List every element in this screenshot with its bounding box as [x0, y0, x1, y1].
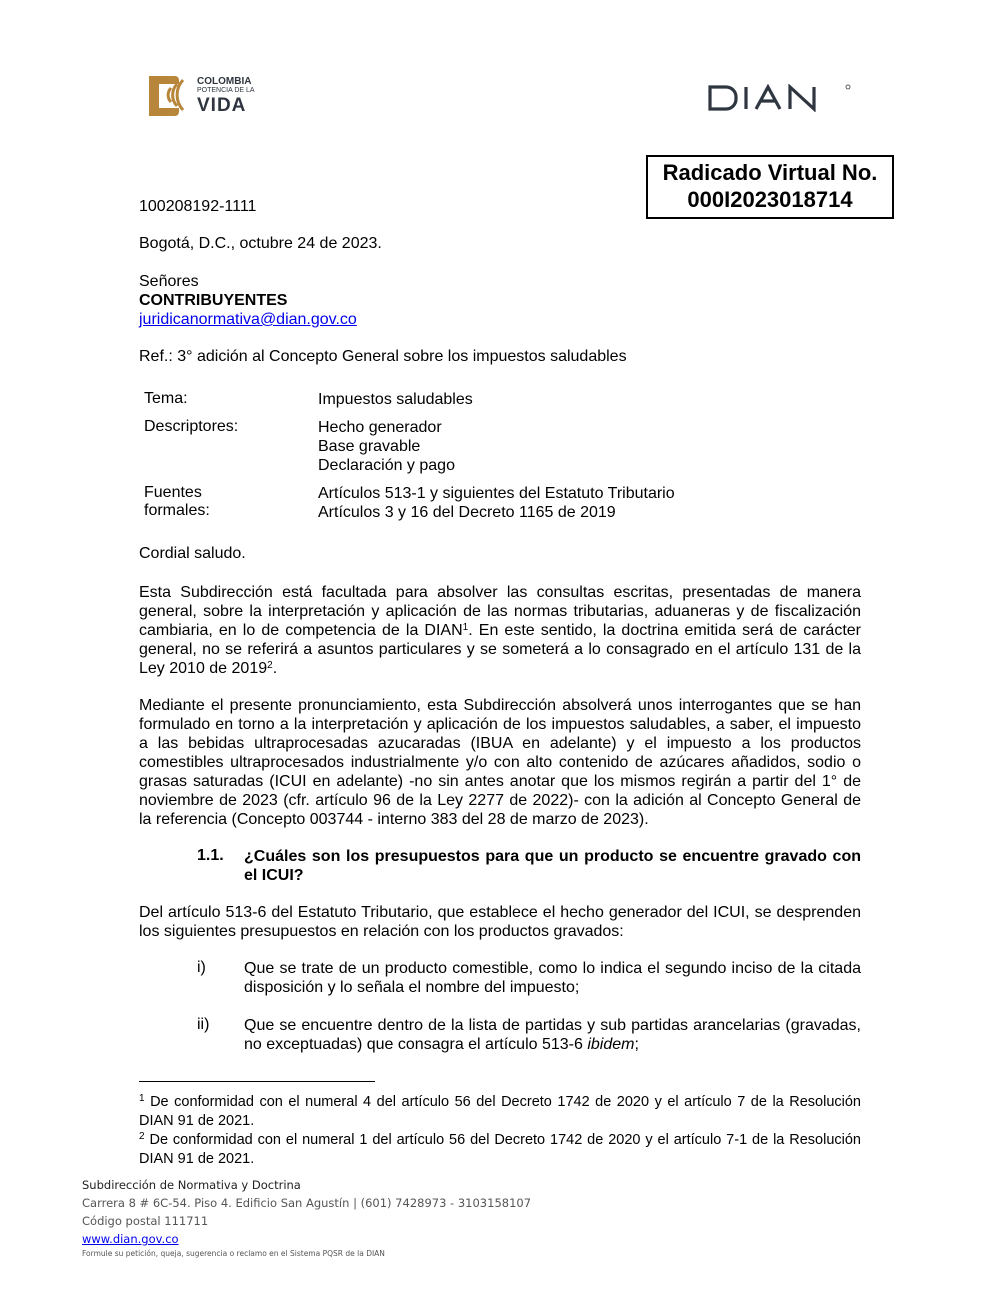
footnote-2: [139, 1131, 861, 1169]
footnote-2-number: 2: [139, 1131, 145, 1142]
dian-logo-icon: [708, 84, 853, 112]
footer-pqsr: Formule su petición, queja, sugerencia o reclamo en el Sistema PQSR de la DIAN: [82, 1249, 385, 1258]
ref-line: Ref.: 3° adición al Concepto General sobre los impuestos saludables: [139, 348, 627, 365]
logo-line3: VIDA: [197, 95, 247, 116]
dian-logo: [708, 84, 853, 112]
descriptor-item: Hecho generador: [318, 419, 442, 436]
p1-text-c: .: [272, 660, 278, 677]
fuentes-label: Fuentes formales:: [144, 484, 210, 519]
footer-website-link[interactable]: www.dian.gov.co: [82, 1232, 179, 1246]
question-heading: ¿Cuáles son los presupuestos para que un producto se encuentre gravado con el ICUI?: [244, 848, 861, 884]
email-link[interactable]: juridicanormativa@dian.gov.co: [139, 311, 357, 328]
footnote-1-text: De conformidad con el numeral 4 del artículo 56 del Decreto 1742 de 2020 y el artículo 7 de la Resolución DIAN 91 de 2021.: [139, 1094, 861, 1129]
footnote-ref-2: 2: [267, 660, 273, 671]
footnote-ref-1: 1: [462, 622, 469, 633]
fuente-item: Artículos 513-1 y siguientes del Estatuto Tributario: [318, 485, 675, 502]
tema-label: Tema:: [144, 390, 188, 407]
descriptor-item: Declaración y pago: [318, 457, 455, 474]
colombia-potencia-vida-logo: [147, 72, 267, 120]
footnote-2-text: De conformidad con el numeral 1 del artículo 56 del Decreto 1742 de 2020 y el artículo 7-1 de la Resolución DIAN 91 de 2021.: [139, 1132, 861, 1167]
item2-text: Que se encuentre dentro de la lista de partidas y sub partidas arancelarias (gravadas, no exceptuadas) que consagra el artículo 513-6: [244, 1017, 861, 1053]
radicado-label: Radicado Virtual No.: [662, 160, 878, 185]
list-item-number: ii): [197, 1016, 210, 1033]
list-item-1: Que se trate de un producto comestible, como lo indica el segundo inciso de la citada disposición y lo señala el nombre del impuesto;: [244, 960, 861, 996]
page-footer: [82, 1176, 531, 1260]
footnote-1: [139, 1093, 861, 1131]
item2-italic: ibidem: [587, 1036, 635, 1053]
descriptores-label: Descriptores:: [144, 418, 239, 435]
greeting: Cordial saludo.: [139, 545, 246, 562]
footer-address: Carrera 8 # 6C-54. Piso 4. Edificio San Agustín | (601) 7428973 - 3103158107: [82, 1196, 532, 1210]
radicado-number: 000I2023018714: [687, 187, 853, 212]
logo-line1: COLOMBIA: [197, 76, 252, 87]
fuentes-values: [318, 484, 675, 522]
footer-postal: Código postal 111711: [82, 1214, 209, 1228]
letter-date: Bogotá, D.C., octubre 24 de 2023.: [139, 235, 382, 252]
salutation-to: Señores: [139, 273, 199, 290]
footer-office: Subdirección de Normativa y Doctrina: [82, 1178, 301, 1192]
paragraph-2: Mediante el presente pronunciamiento, esta Subdirección absolverá unos interrogantes que se han formulado en torno a la interpretación y aplicación de los impuestos saludables, a saber, el impuesto a las bebidas ultraprocesadas azucaradas (IBUA en adelante) y el impuesto a los productos comestibles ultraprocesados industrialmente y/o con alto contenido de azúcares añadidos, sodio o grasas saturadas (ICUI en adelante) -no sin antes anotar que los mismos regirán a partir del 1° de noviembre de 2023 (cfr. artículo 96 de la Ley 2277 de 2022)- con la adición al Concepto General de la referencia (Concepto 003744 - interno 383 del 28 de marzo de 2023).: [139, 697, 861, 828]
footnote-1-number: 1: [139, 1093, 145, 1104]
footnote-divider: [139, 1081, 375, 1082]
tema-value: Impuestos saludables: [318, 391, 473, 408]
recipient: CONTRIBUYENTES: [139, 292, 288, 309]
paragraph-1: [139, 583, 861, 678]
descriptores-values: [318, 418, 455, 475]
list-item-2: [244, 1016, 861, 1054]
reference-number: 100208192-1111: [139, 198, 257, 215]
fuente-item: Artículos 3 y 16 del Decreto 1165 de 2019: [318, 504, 616, 521]
descriptor-item: Base gravable: [318, 438, 421, 455]
radicado-box: [646, 155, 894, 219]
paragraph-3: Del artículo 513-6 del Estatuto Tributario, que establece el hecho generador del ICUI, se desprenden los siguientes presupuestos en relación con los productos gravados:: [139, 904, 861, 940]
question-number: 1.1.: [197, 847, 224, 864]
list-item-number: i): [197, 959, 206, 976]
p1-text-b: . En este sentido, la doctrina emitida será de carácter general, no se referirá a asuntos particulares y se someterá a lo consagrado en el artículo 131 de la Ley 2010 de 2019: [139, 622, 861, 677]
logo-line2: POTENCIA DE LA: [197, 87, 255, 94]
p1-text-a: Esta Subdirección está facultada para absolver las consultas escritas, presentadas de manera general, sobre la interpretación y aplicación de las normas tributarias, aduaneras y de fiscalización cambiaria, en lo de competencia de la DIAN: [139, 584, 861, 639]
item2-end: ;: [634, 1036, 639, 1053]
